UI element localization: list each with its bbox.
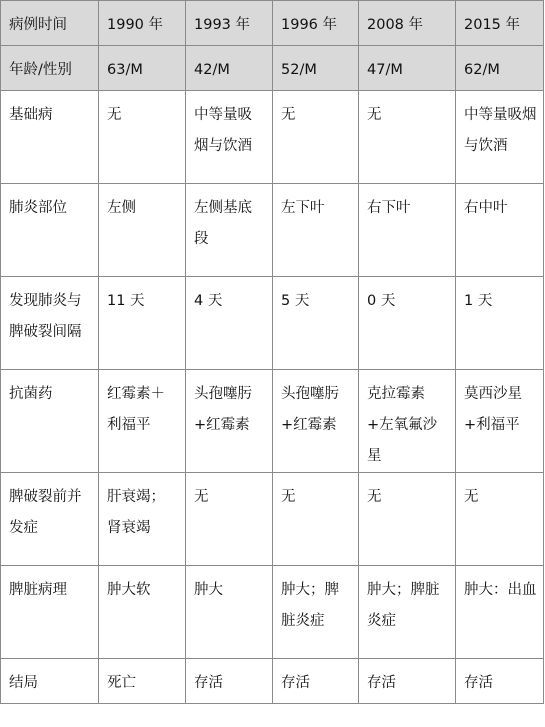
row-label: 基础病 xyxy=(1,91,99,184)
table-cell: 4 天 xyxy=(186,277,273,370)
header-cell-year: 2008 年 xyxy=(359,1,456,46)
table-cell: 52/M xyxy=(273,46,359,91)
table-cell: 肝衰竭；肾衰竭 xyxy=(99,473,186,566)
row-label: 脾脏病理 xyxy=(1,566,99,659)
table-cell: 存活 xyxy=(273,659,359,704)
table-row xyxy=(1,184,544,277)
header-cell-label: 病例时间 xyxy=(1,1,99,46)
table-row xyxy=(1,46,544,91)
table-cell: 中等量吸烟与饮酒 xyxy=(456,91,544,184)
table-cell: 右中叶 xyxy=(456,184,544,277)
table-cell: 左下叶 xyxy=(273,184,359,277)
table-cell: 无 xyxy=(456,473,544,566)
table-cell: 死亡 xyxy=(99,659,186,704)
header-cell-year: 1993 年 xyxy=(186,1,273,46)
table-row xyxy=(1,473,544,566)
row-label: 结局 xyxy=(1,659,99,704)
table-cell: 莫西沙星+利福平 xyxy=(456,370,544,473)
table-cell: 中等量吸烟与饮酒 xyxy=(186,91,273,184)
table-cell: 1 天 xyxy=(456,277,544,370)
table-cell: 肿大；脾脏炎症 xyxy=(359,566,456,659)
table-cell: 存活 xyxy=(359,659,456,704)
row-label: 抗菌药 xyxy=(1,370,99,473)
table-cell: 无 xyxy=(359,473,456,566)
table-cell: 肿大；脾脏炎症 xyxy=(273,566,359,659)
table-cell: 存活 xyxy=(186,659,273,704)
table-cell: 无 xyxy=(273,473,359,566)
header-cell-year: 1990 年 xyxy=(99,1,186,46)
table-cell: 红霉素＋利福平 xyxy=(99,370,186,473)
table-cell: 头孢噻肟+红霉素 xyxy=(273,370,359,473)
header-cell-year: 1996 年 xyxy=(273,1,359,46)
table-cell: 0 天 xyxy=(359,277,456,370)
header-cell-year: 2015 年 xyxy=(456,1,544,46)
row-label: 脾破裂前并发症 xyxy=(1,473,99,566)
row-label: 肺炎部位 xyxy=(1,184,99,277)
table-cell: 11 天 xyxy=(99,277,186,370)
row-label: 发现肺炎与脾破裂间隔 xyxy=(1,277,99,370)
table-cell: 无 xyxy=(273,91,359,184)
table-cell: 克拉霉素+左氧氟沙星 xyxy=(359,370,456,473)
table-row xyxy=(1,566,544,659)
table-cell: 存活 xyxy=(456,659,544,704)
table-cell: 5 天 xyxy=(273,277,359,370)
table-header-row xyxy=(1,1,544,46)
table-cell: 头孢噻肟+红霉素 xyxy=(186,370,273,473)
table-cell: 42/M xyxy=(186,46,273,91)
table-cell: 无 xyxy=(359,91,456,184)
table-cell: 62/M xyxy=(456,46,544,91)
table-row xyxy=(1,659,544,704)
table-row xyxy=(1,370,544,473)
table-cell: 47/M xyxy=(359,46,456,91)
table-cell: 肿大软 xyxy=(99,566,186,659)
row-label: 年龄/性别 xyxy=(1,46,99,91)
table-cell: 无 xyxy=(186,473,273,566)
table-cell: 左侧 xyxy=(99,184,186,277)
table-cell: 无 xyxy=(99,91,186,184)
table-cell: 左侧基底段 xyxy=(186,184,273,277)
table-cell: 肿大：出血 xyxy=(456,566,544,659)
table-row xyxy=(1,91,544,184)
table-cell: 右下叶 xyxy=(359,184,456,277)
table-cell: 63/M xyxy=(99,46,186,91)
table-row xyxy=(1,277,544,370)
table-cell: 肿大 xyxy=(186,566,273,659)
